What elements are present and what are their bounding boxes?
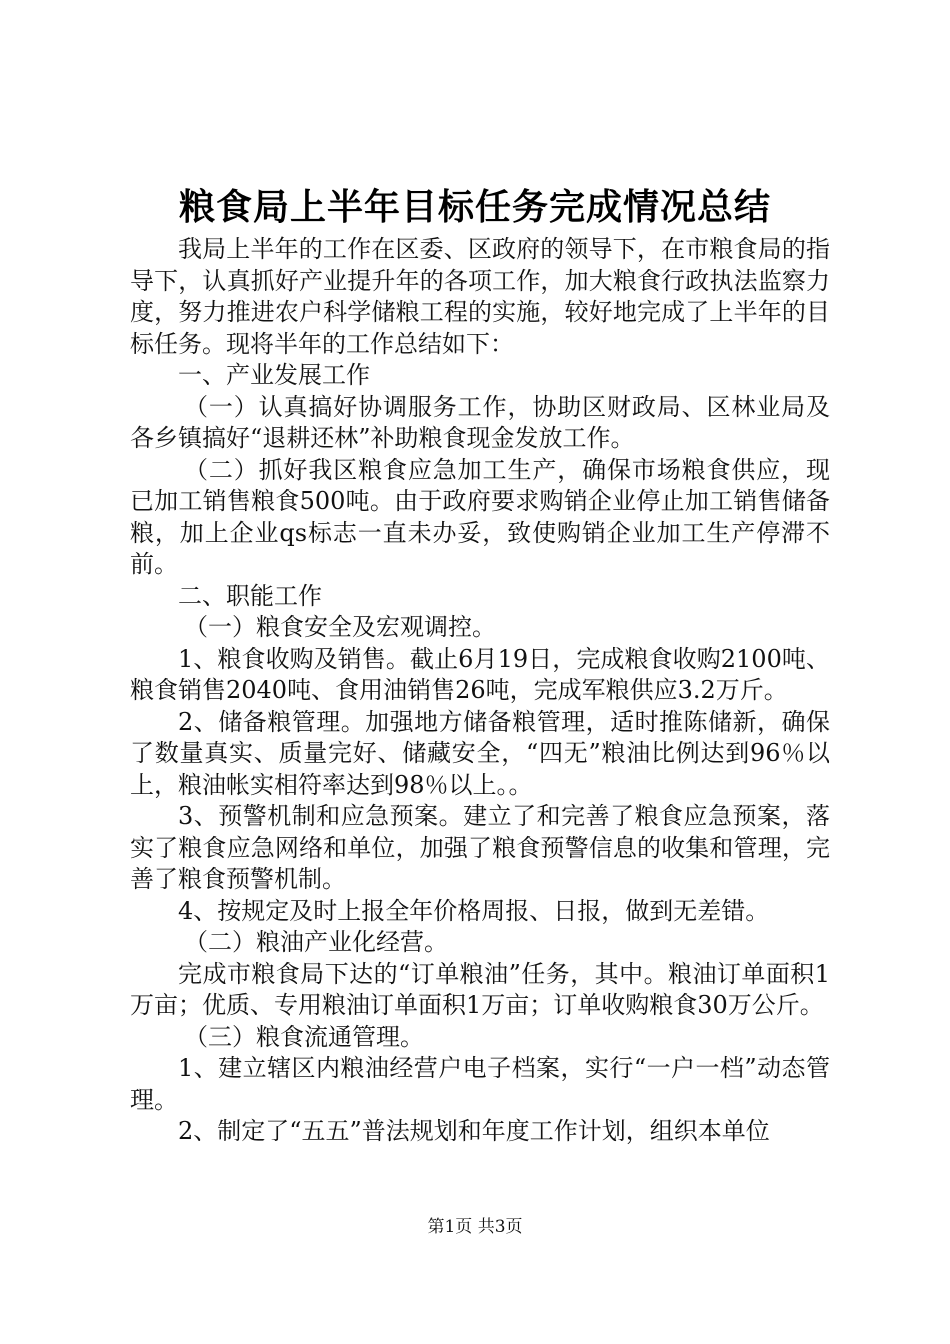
paragraph-2-1-2: 2、储备粮管理。加强地方储备粮管理，适时推陈储新，确保了数量真实、质量完好、储藏安全，“四无”粮油比例达到96％以上，粮油帐实相符率达到98％以上。。 bbox=[130, 707, 830, 799]
paragraph-2-3-2: 2、制定了“五五”普法规划和年度工作计划，组织本单位 bbox=[178, 1117, 770, 1145]
paragraph-1-1: （一）认真搞好协调服务工作，协助区财政局、区林业局及各乡镇搞好“退耕还林”补助粮食现金发放工作。 bbox=[130, 392, 830, 452]
page-number-footer: 第1页 共3页 bbox=[427, 1217, 523, 1237]
section-heading-1: 一、产业发展工作 bbox=[178, 361, 370, 389]
document-title: 粮食局上半年目标任务完成情况总结 bbox=[178, 187, 771, 228]
document-body bbox=[130, 234, 830, 1148]
subsection-heading-2-3: （三）粮食流通管理。 bbox=[184, 1022, 424, 1051]
subsection-heading-2-1: （一）粮食安全及宏观调控。 bbox=[184, 613, 496, 641]
paragraph-intro: 我局上半年的工作在区委、区政府的领导下，在市粮食局的指导下，认真抓好产业提升年的各项工作，加大粮食行政执法监察力度，努力推进农户科学储粮工程的实施，较好地完成了上半年的目标任务。现将半年的工作总结如下： bbox=[130, 235, 830, 358]
paragraph-2-1-4: 4、按规定及时上报全年价格周报、日报，做到无差错。 bbox=[178, 896, 770, 925]
section-heading-2: 二、职能工作 bbox=[178, 581, 322, 610]
paragraph-2-1-1: 1、粮食收购及销售。截止6月19日，完成粮食收购2100吨、粮食销售2040吨、食用油销售26吨，完成军粮供应3.2万斤。 bbox=[130, 644, 830, 704]
paragraph-2-1-3: 3、预警机制和应急预案。建立了和完善了粮食应急预案，落实了粮食应急网络和单位，加强了粮食预警信息的收集和管理，完善了粮食预警机制。 bbox=[130, 802, 830, 893]
paragraph-1-2: （二）抓好我区粮食应急加工生产，确保市场粮食供应，现已加工销售粮食500吨。由于政府要求购销企业停止加工销售储备粮，加上企业qs标志一直未办妥，致使购销企业加工生产停滞不前。 bbox=[130, 455, 830, 578]
paragraph-2-3-1: 1、建立辖区内粮油经营户电子档案，实行“一户一档”动态管理。 bbox=[130, 1054, 830, 1114]
paragraph-2-2-1: 完成市粮食局下达的“订单粮油”任务，其中。粮油订单面积1万亩；优质、专用粮油订单面积1万亩；订单收购粮食30万公斤。 bbox=[130, 959, 830, 1019]
subsection-heading-2-2: （二）粮油产业化经营。 bbox=[184, 928, 448, 956]
